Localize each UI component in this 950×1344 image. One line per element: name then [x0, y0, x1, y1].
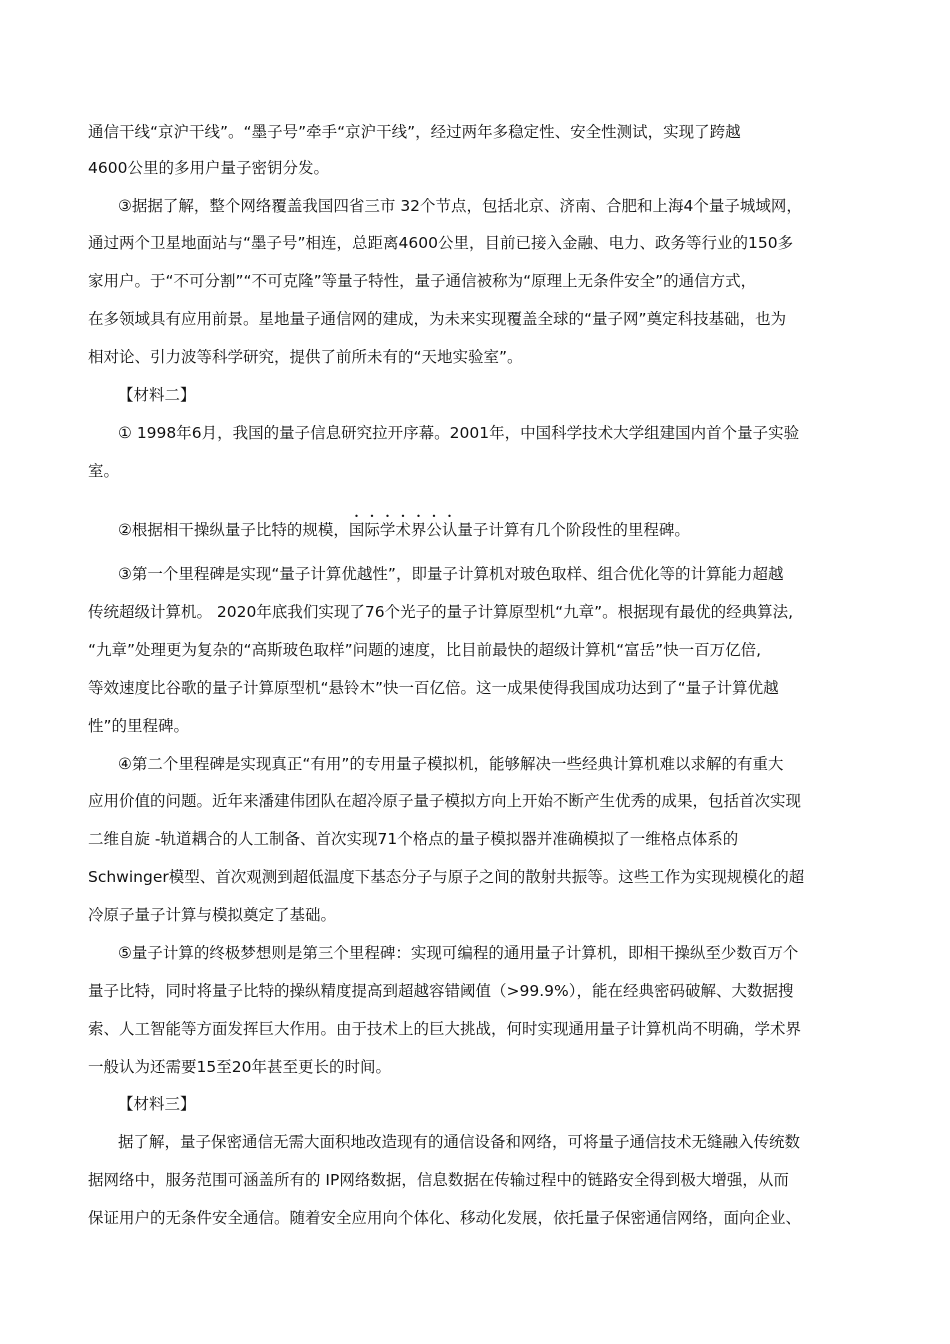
paragraph-line: 据网络中，服务范围可涵盖所有的 IP网络数据，信息数据在传输过程中的链路安全得到极大增强，从而 — [88, 1171, 789, 1189]
paragraph-line: 相对论、引力波等科学研究，提供了前所未有的“天地实验室”。 — [88, 348, 523, 366]
paragraph-line: 家用户。于“不可分割”“不可克隆”等量子特性，量子通信被称为“原理上无条件安全”的通信方式， — [88, 272, 757, 290]
paragraph-line: 室。 — [88, 462, 120, 480]
paragraph-line: 通过两个卫星地面站与“墨子号”相连，总距离4600公里，目前已接入金融、电力、政务等行业的150多 — [88, 234, 794, 252]
text-run: 量子计算有几个阶段性的里程碑。 — [457, 521, 690, 539]
paragraph-line: 应用价值的问题。近年来潘建伟团队在超冷原子量子模拟方向上开始不断产生优秀的成果，包括首次实现 — [88, 792, 802, 810]
paragraph-line: ① 1998年6月，我国的量子信息研究拉开序幕。2001年，中国科学技术大学组建国内首个量子实验 — [118, 424, 800, 442]
section-heading-material-2: 【材料二】 — [118, 386, 196, 404]
paragraph-line: 一般认为还需要15至20年甚至更长的时间。 — [88, 1058, 391, 1076]
paragraph-line: 等效速度比谷歌的量子计算原型机“悬铃木”快一百亿倍。这一成果使得我国成功达到了“量子计算优越 — [88, 679, 779, 697]
emphasized-text: 国际学术界公认 — [348, 521, 458, 539]
paragraph-line: 4600公里的多用户量子密钥分发。 — [88, 159, 329, 177]
paragraph-line: Schwinger模型、首次观测到超低温度下基态分子与原子之间的散射共振等。这些工作为实现规模化的超 — [88, 868, 805, 886]
paragraph-line: 据了解，量子保密通信无需大面积地改造现有的通信设备和网络，可将量子通信技术无缝融入传统数 — [118, 1133, 801, 1151]
section-heading-material-3: 【材料三】 — [118, 1095, 196, 1113]
paragraph-line: 在多领域具有应用前景。星地量子通信网的建成，为未来实现覆盖全球的“量子网”奠定科技基础，也为 — [88, 310, 787, 328]
paragraph-line: 保证用户的无条件安全通信。随着安全应用向个体化、移动化发展，依托量子保密通信网络，面向企业、 — [88, 1209, 802, 1227]
paragraph-line: 冷原子量子计算与模拟奠定了基础。 — [88, 906, 337, 924]
paragraph-line: 二维自旋 -轨道耦合的人工制备、首次实现71个格点的量子模拟器并准确模拟了一维格点体系的 — [88, 830, 739, 848]
text-run: ②根据相干操纵量子比特的规模， — [118, 521, 349, 539]
paragraph-line: 通信干线“京沪干线”。“墨子号”牵手“京沪干线”，经过两年多稳定性、安全性测试，实现了跨越 — [88, 123, 741, 141]
paragraph-line: 量子比特，同时将量子比特的操纵精度提高到超越容错阈值（>99.9%），能在经典密码破解、大数据搜 — [88, 982, 794, 1000]
paragraph-line: ④第二个里程碑是实现真正“有用”的专用量子模拟机，能够解决一些经典计算机难以求解的有重大 — [118, 755, 784, 773]
paragraph-line: ③第一个里程碑是实现“量子计算优越性”，即量子计算机对玻色取样、组合优化等的计算能力超越 — [118, 565, 784, 583]
paragraph-line: 索、人工智能等方面发挥巨大作用。由于技术上的巨大挑战，何时实现通用量子计算机尚不明确，学术界 — [88, 1020, 802, 1038]
paragraph-line: 性”的里程碑。 — [88, 717, 190, 735]
paragraph-line: “九章”处理更为复杂的“高斯玻色取样”问题的速度，比目前最快的超级计算机“富岳”快一百万亿倍, — [88, 641, 762, 659]
paragraph-line — [118, 512, 863, 540]
paragraph-line: ③据据了解，整个网络覆盖我国四省三市 32个节点，包括北京、济南、合肥和上海4个量子城域网， — [118, 197, 802, 215]
paragraph-line: ⑤量子计算的终极梦想则是第三个里程碑：实现可编程的通用量子计算机，即相干操纵至少数百万个 — [118, 944, 799, 962]
paragraph-line: 传统超级计算机。 2020年底我们实现了76个光子的量子计算原型机“九章”。根据现有最优的经典算法, — [88, 603, 794, 621]
